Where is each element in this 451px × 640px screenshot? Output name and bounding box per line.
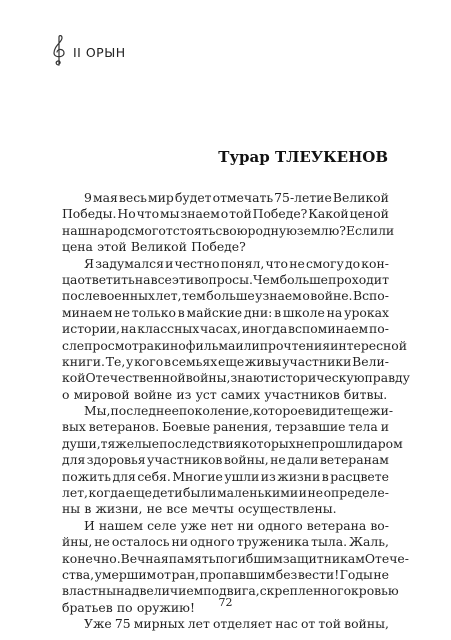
text-line: для здоровья участников войны, не дали ветеранам xyxy=(62,452,389,468)
text-line: послевоенных лет, тем больше узнаем о войне. Вспо- xyxy=(62,288,389,304)
text-line: наш народ смог отстоять свою родную землю? Если ли xyxy=(62,222,395,238)
text-line: вых ветеранов. Боевые ранения, терзавшие тела и xyxy=(62,419,389,435)
text-line: конечно. Вечная память погибшим защитникам Отече- xyxy=(62,550,409,566)
text-line: лет, когда еще дети были маленькими и не определе- xyxy=(62,485,389,501)
text-line: властны над величием подвига, скрепленного кровью xyxy=(62,583,399,599)
text-line: ца ответить на все эти вопросы. Чем больше проходит xyxy=(62,271,389,287)
text-line: Я задумался и честно понял, что не смогу до кон- xyxy=(84,255,389,271)
text-line: братьев по оружию! xyxy=(62,599,195,615)
text-line: йны, не осталось ни одного труженика тыла. Жаль, xyxy=(62,534,389,550)
author-name: Турар ТЛЕУКЕНОВ xyxy=(218,148,388,166)
text-line: сле просмотра кинофильма или прочтения интересной xyxy=(62,337,408,353)
article-body xyxy=(62,190,410,633)
text-line: ства, умершим от ран, пропавшим без вести! Годы не xyxy=(62,566,389,582)
text-line: о мировой войне из уст самих участников битвы. xyxy=(62,386,388,402)
text-line: Мы, последнее поколение, которое видит еще жи- xyxy=(84,403,394,419)
text-line: ны в жизни, не все мечты осуществлены. xyxy=(62,501,337,517)
text-line: цена этой Великой Победе? xyxy=(62,239,246,255)
text-line: 9 мая весь мир будет отмечать 75-летие Великой xyxy=(84,190,389,205)
text-line: минаем не только в майские дни: в школе на уроках xyxy=(62,304,389,320)
text-line: истории, на классных часах, иногда вспоминаем по- xyxy=(62,321,389,337)
text-line: книги. Те, у кого в семьях еще живы участники Вели- xyxy=(62,353,389,369)
text-line: Уже 75 мирных лет отделяет нас от той войны, xyxy=(84,616,389,632)
treble-clef-icon xyxy=(50,34,68,68)
text-line: пожить для себя. Многие ушли из жизни в расцвете xyxy=(62,468,389,484)
text-line: И нашем селе уже нет ни одного ветерана во- xyxy=(84,517,389,533)
text-line: Победы. Но что мы знаем о той Победе? Какой ценой xyxy=(62,206,389,222)
text-line: кой Отечественной войны, знают историческую правду xyxy=(62,370,410,386)
section-header xyxy=(50,34,126,68)
section-label: II ОРЫН xyxy=(73,44,126,60)
page-number: 72 xyxy=(218,596,233,609)
text-line: души, тяжелые последствия которых не прошли даром xyxy=(62,435,403,451)
